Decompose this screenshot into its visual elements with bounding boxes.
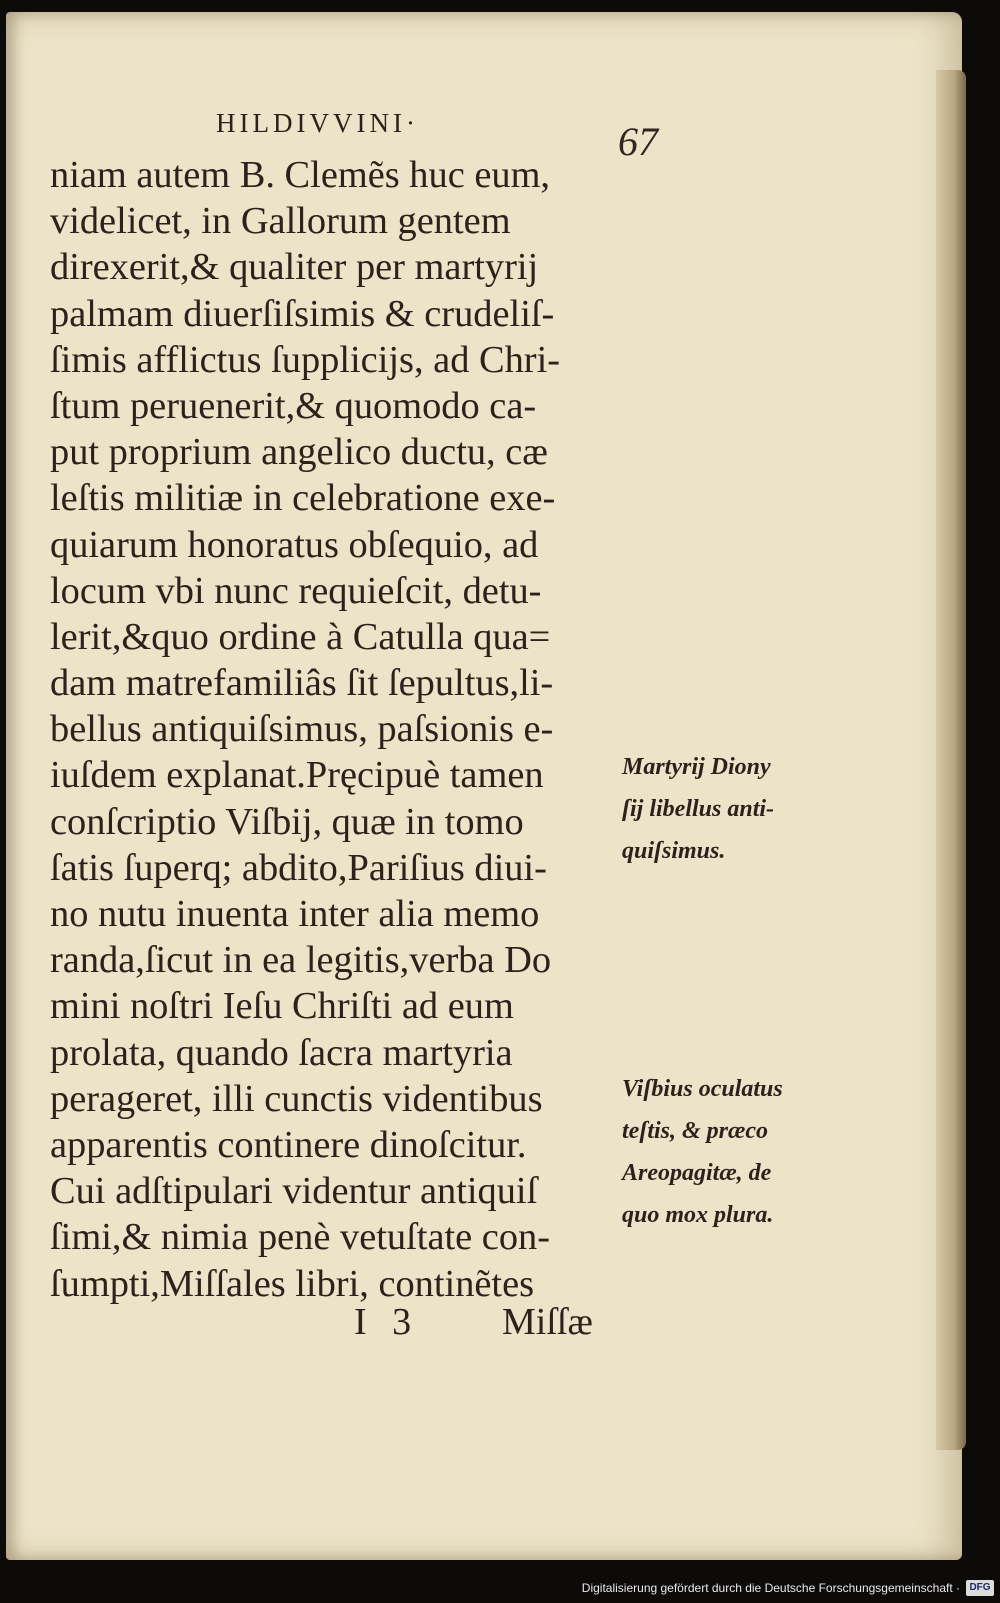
text-line: put proprium angelico ductu, cæ <box>50 431 548 474</box>
text-line: videlicet, in Gallorum gentem <box>50 200 511 243</box>
text-line: ſimis afflictus ſupplicijs, ad Chri- <box>50 338 561 381</box>
text-line: ſatis ſuperq; abdito,Pariſius diui- <box>50 846 547 889</box>
margin-note-line: Viſbius oculatus <box>622 1076 783 1102</box>
catchword: Miſſæ <box>502 1301 593 1343</box>
text-line: bellus antiquiſsimus, paſsionis e- <box>50 708 554 751</box>
margin-note-line: ſij libellus anti- <box>622 796 775 822</box>
margin-note-line: teſtis, & præco <box>622 1118 768 1144</box>
page-number: 67 <box>618 119 658 164</box>
margin-note-line: Martyrij Diony <box>622 754 771 780</box>
text-line: locum vbi nunc requieſcit, detu- <box>50 569 542 612</box>
text-line: perageret, illi cunctis videntibus <box>50 1077 543 1120</box>
text-line: mini noſtri Ieſu Chriſti ad eum <box>50 985 514 1028</box>
margin-note <box>622 1068 783 1236</box>
text-line: quiarum honoratus obſequio, ad <box>50 523 539 566</box>
text-line: randa,ſicut in ea legitis,verba Do <box>50 939 552 982</box>
margin-note-line: quo mox plura. <box>622 1202 774 1228</box>
text-line: ſimi,& nimia penè vetuſtate con- <box>50 1216 550 1259</box>
text-line: conſcriptio Viſbij, quæ in tomo <box>50 800 524 843</box>
page-edge <box>936 70 966 1450</box>
text-line: apparentis continere dinoſcitur. <box>50 1123 527 1166</box>
signature-mark: I 3 <box>354 1301 420 1343</box>
text-line: iuſdem explanat.Pręcipuè tamen <box>50 754 544 797</box>
margin-note-line: quiſsimus. <box>622 838 726 864</box>
text-line: leſtis militiæ in celebratione exe- <box>50 477 556 520</box>
text-line: prolata, quando ſacra martyria <box>50 1031 513 1074</box>
body-text <box>50 152 620 1307</box>
digitization-credit: Digitalisierung gefördert durch die Deutsche Forschungsgemeinschaft · <box>581 1581 960 1595</box>
text-line: no nutu inuenta inter alia memo <box>50 893 540 935</box>
text-line: Cui adſtipulari videntur antiquiſ <box>50 1170 538 1213</box>
text-line: ſtum peruenerit,& quomodo ca- <box>50 384 537 427</box>
margin-note-line: Areopagitæ, de <box>622 1160 772 1186</box>
text-line: dam matrefamiliâs ſit ſepultus,li- <box>50 662 554 705</box>
running-head: HILDIVVINI· <box>216 108 419 138</box>
margin-note <box>622 746 774 872</box>
text-line: niam autem B. Clemẽs huc eum, <box>50 154 551 196</box>
text-line: direxerit,& qualiter per martyrij <box>50 246 539 289</box>
text-line: palmam diuerſiſsimis & crudeliſ- <box>50 292 555 335</box>
text-line: ſumpti,Miſſales libri, continẽtes <box>50 1262 535 1305</box>
text-line: lerit,&quo ordine à Catulla qua= <box>50 615 551 658</box>
dfg-logo: DFG <box>966 1580 994 1596</box>
